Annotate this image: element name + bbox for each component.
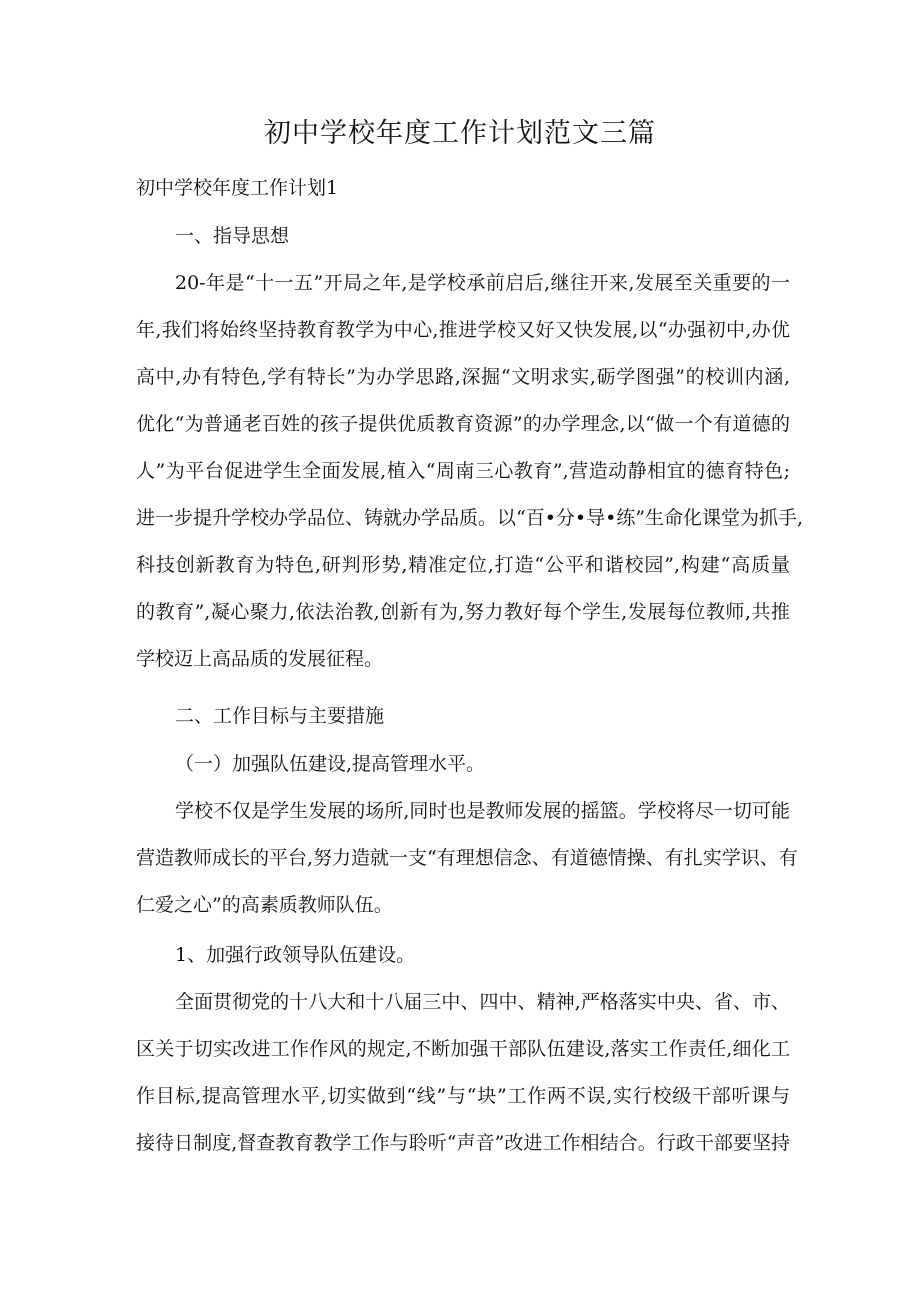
- section-subtitle: 初中学校年度工作计划1: [136, 177, 339, 199]
- paragraph-line: 学校不仅是学生发展的场所,同时也是教师发展的摇篮。学校将尽一切可能: [175, 800, 790, 822]
- paragraph-line: 进一步提升学校办学品位、铸就办学品质。以“百•分•导•练”生命化课堂为抓手,: [136, 507, 804, 529]
- heading-goals-measures: 二、工作目标与主要措施: [175, 705, 385, 727]
- paragraph-line: 全面贯彻党的十八大和十八届三中、四中、精神,严格落实中央、省、市、: [175, 991, 790, 1013]
- paragraph-line: 仁爱之心”的高素质教师队伍。: [136, 894, 393, 916]
- paragraph-line: 区关于切实改进工作作风的规定,不断加强干部队伍建设,落实工作责任,细化工: [136, 1038, 790, 1060]
- paragraph-line: 年,我们将始终坚持教育教学为中心,推进学校又好又快发展,以“办强初中,办优: [136, 319, 790, 341]
- document-title: 初中学校年度工作计划范文三篇: [264, 118, 656, 149]
- heading-team-building: （一）加强队伍建设,提高管理水平。: [175, 753, 486, 775]
- paragraph-line: 优化“为普通老百姓的孩子提供优质教育资源”的办学理念,以“做一个有道德的: [136, 413, 790, 435]
- heading-admin-team: 1、加强行政领导队伍建设。: [175, 944, 416, 966]
- paragraph-line: 营造教师成长的平台,努力造就一支“有理想信念、有道德情操、有扎实学识、有: [136, 847, 798, 869]
- paragraph-line: 学校迈上高品质的发展征程。: [136, 648, 384, 670]
- paragraph-line: 科技创新教育为特色,研判形势,精准定位,打造“公平和谐校园”,构建“高质量: [136, 554, 790, 576]
- paragraph-line: 20-年是“十一五”开局之年,是学校承前启后,继往开来,发展至关重要的一: [175, 272, 790, 294]
- paragraph-line: 的教育”,凝心聚力,依法治教,创新有为,努力教好每个学生,发展每位教师,共推: [136, 601, 790, 623]
- paragraph-line: 接待日制度,督查教育教学工作与聆听“声音”改进工作相结合。行政干部要坚持: [136, 1132, 790, 1154]
- paragraph-line: 作目标,提高管理水平,切实做到“线”与“块”工作两不误,实行校级干部听课与: [136, 1085, 790, 1107]
- paragraph-line: 人”为平台促进学生全面发展,植入“周南三心教育”,营造动静相宜的德育特色;: [136, 460, 790, 482]
- heading-guiding-ideology: 一、指导思想: [175, 225, 290, 247]
- paragraph-line: 高中,办有特色,学有特长”为办学思路,深掘“文明求实,砺学图强”的校训内涵,: [136, 366, 790, 388]
